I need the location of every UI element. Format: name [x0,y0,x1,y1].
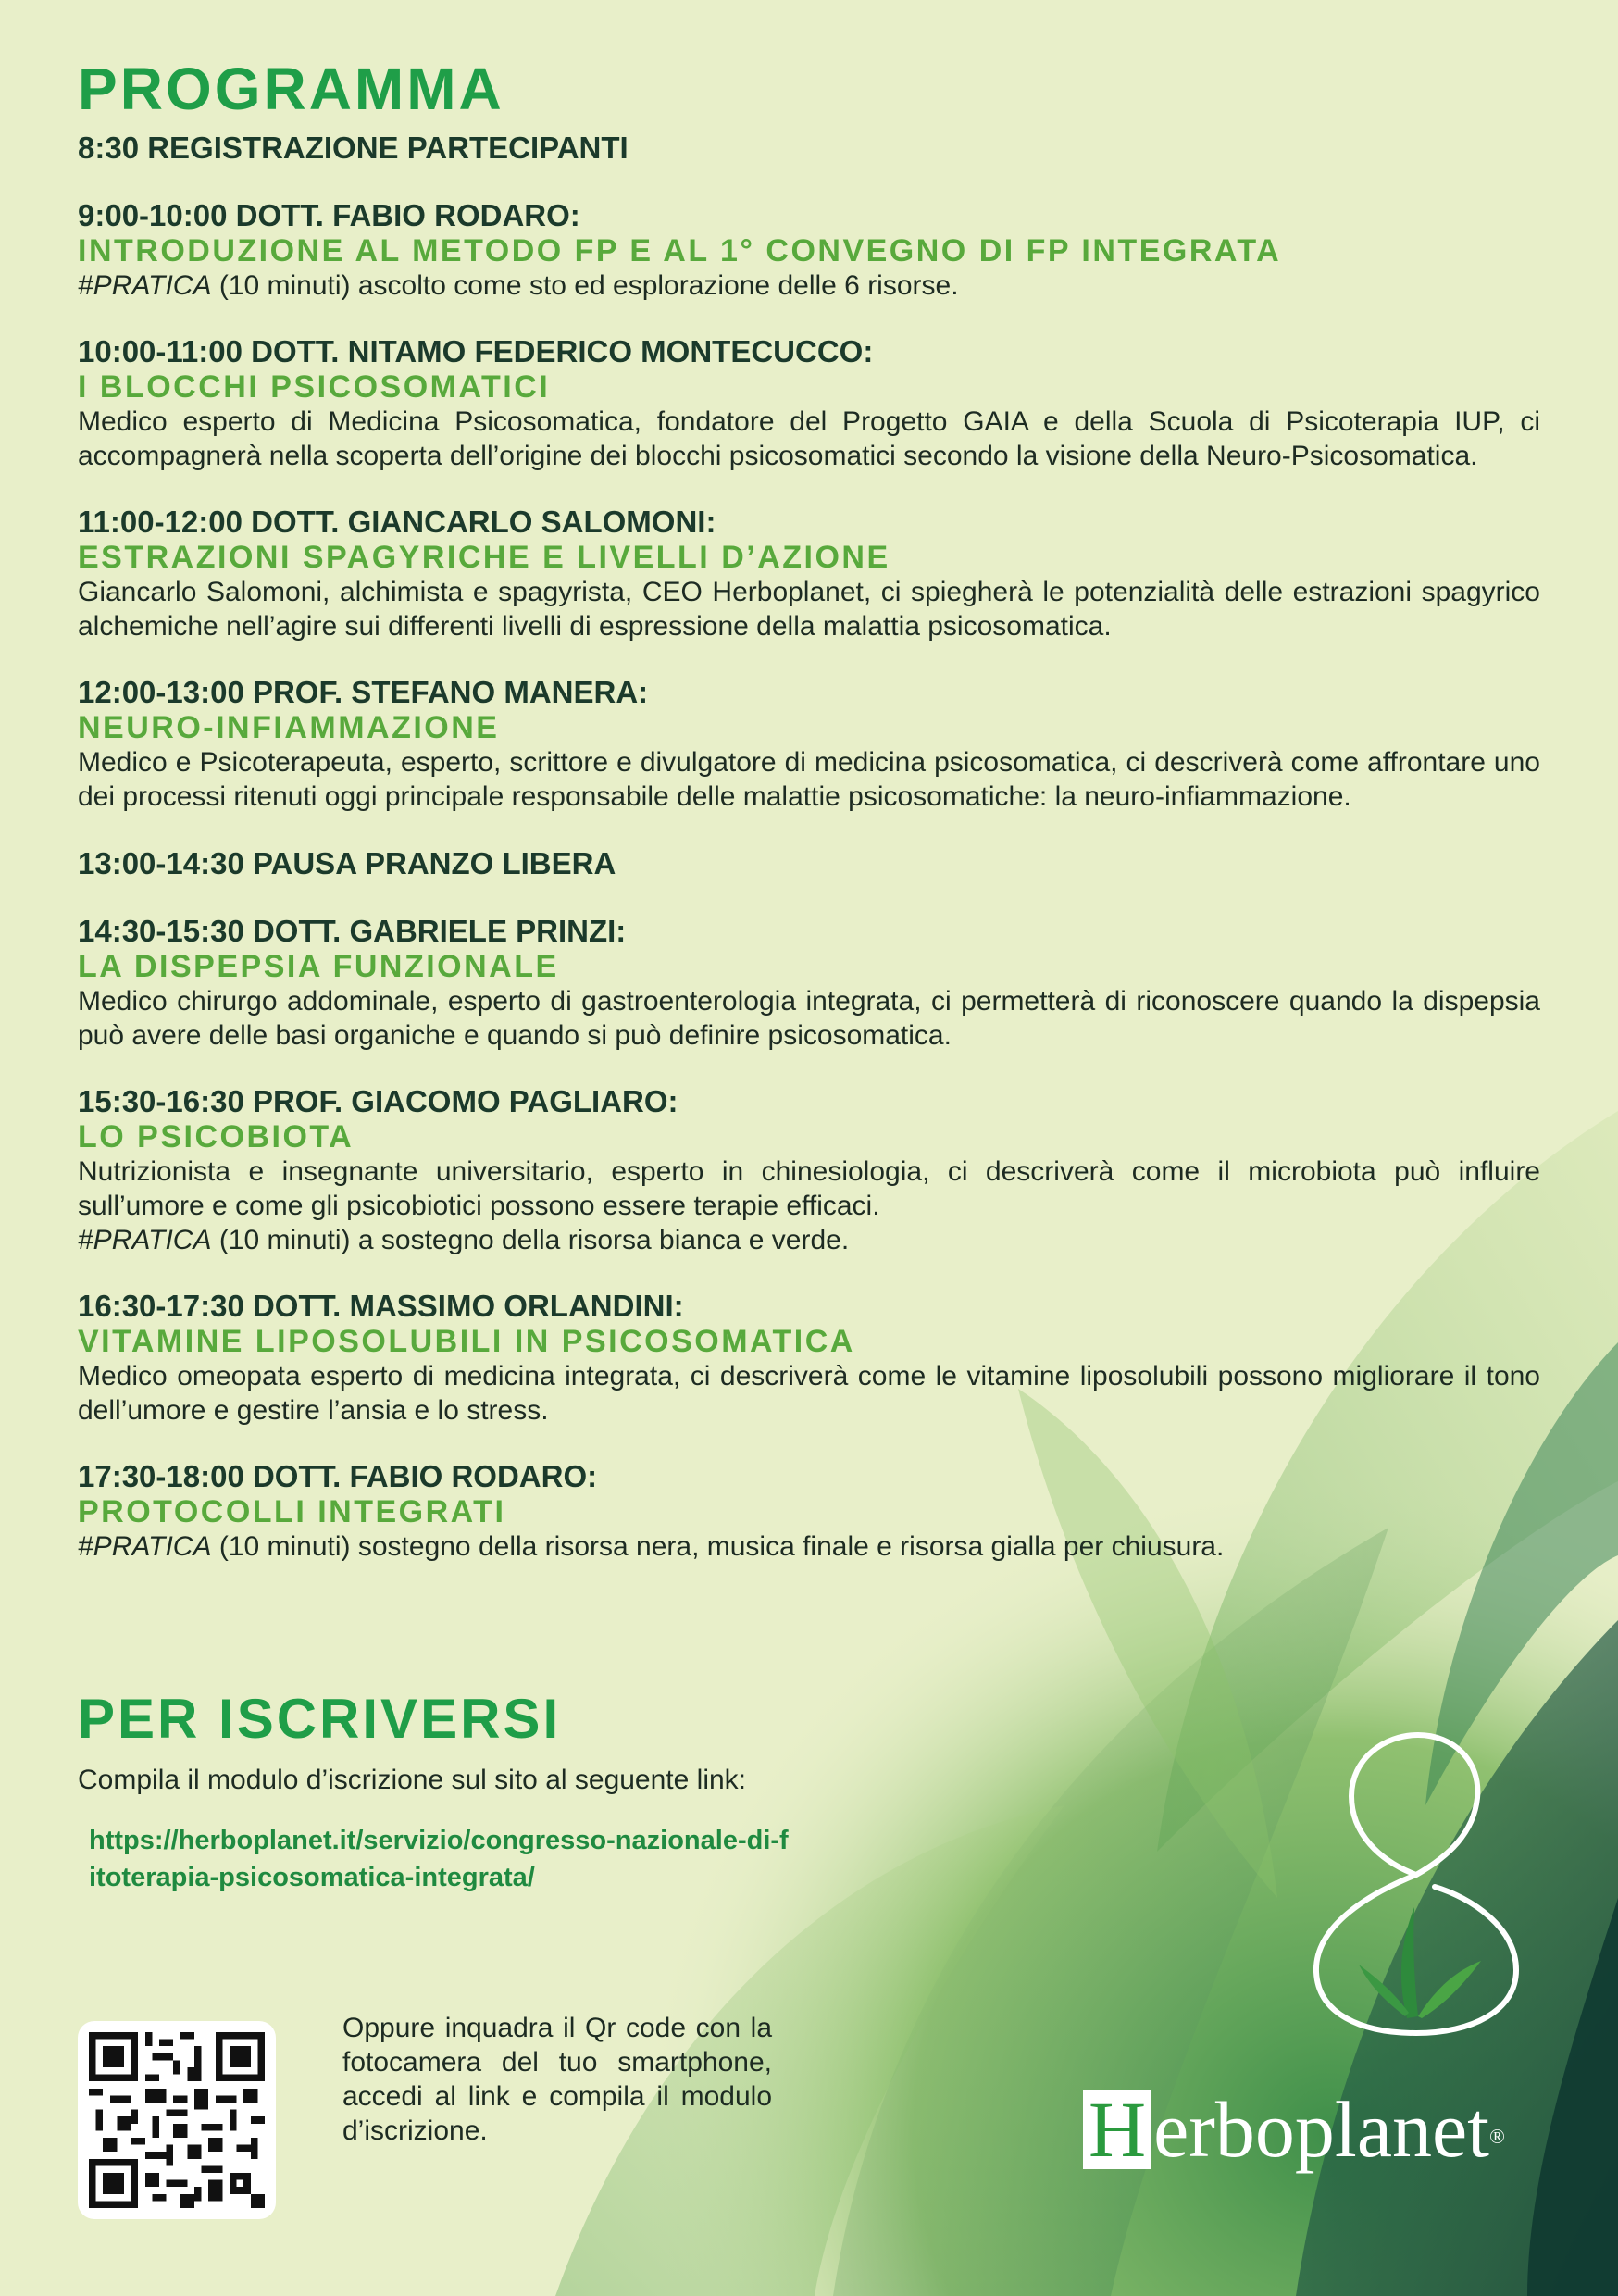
session-topic: I BLOCCHI PSICOSOMATICI [78,369,551,405]
registration-link[interactable]: https://herboplanet.it/servizio/congresso-nazionale-di-fitoterapia-psicosomatica-integrata/ [89,1826,789,1892]
session-4 [78,675,1540,814]
qr-code-icon [89,2032,265,2208]
lunch-break: 13:00-14:30 PAUSA PRANZO LIBERA [78,846,616,880]
session-3 [78,505,1540,643]
session-time-speaker: 15:30-16:30 PROF. GIACOMO PAGLIARO: [78,1084,678,1118]
session-time-speaker: 12:00-13:00 PROF. STEFANO MANERA: [78,675,649,709]
iscrizione-title: PER ISCRIVERSI [78,1688,562,1750]
session-topic: VITAMINE LIPOSOLUBILI IN PSICOSOMATICA [78,1324,855,1359]
session-topic: PROTOCOLLI INTEGRATI [78,1494,506,1529]
session-time-speaker: 10:00-11:00 DOTT. NITAMO FEDERICO MONTECUCCO: [78,334,874,368]
iscrizione-intro: Compila il modulo d’iscrizione sul sito al seguente link: [78,1765,747,1795]
session-time-speaker: 9:00-10:00 DOTT. FABIO RODARO: [78,198,580,232]
programma-section [78,56,1540,1564]
session-8 [78,1459,1540,1564]
session-description: #PRATICA (10 minuti) ascolto come sto ed esplorazione delle 6 risorse. [78,270,959,301]
session-6 [78,1084,1540,1257]
session-time-speaker: 17:30-18:00 DOTT. FABIO RODARO: [78,1459,598,1493]
session-description: Medico omeopata esperto di medicina integrata, ci descriverà come le vitamine liposolubili possono migliorare il tono dell’umore e gestire l’ansia e lo stress. [78,1361,1540,1426]
session-description: Medico esperto di Medicina Psicosomatica, fondatore del Progetto GAIA e della Scuola di Psicoterapia IUP, ci accompagnerà nella scoperta dell’origine dei blocchi psicosomatici secondo la visione della Neuro-Psicosomatica. [78,406,1540,471]
session-time-speaker: 16:30-17:30 DOTT. MASSIMO ORLANDINI: [78,1289,684,1323]
session-description: #PRATICA (10 minuti) sostegno della risorsa nera, musica finale e risorsa gialla per chiusura. [78,1531,1225,1562]
registered-mark: ® [1489,2125,1505,2148]
session-topic: NEURO-INFIAMMAZIONE [78,710,500,745]
pratica-label: #PRATICA [78,270,212,301]
session-description: Medico chirurgo addominale, esperto di gastroenterologia integrata, ci permetterà di riconoscere quando la dispepsia può avere delle basi organiche e quando si può definire psicosomatica. [78,986,1540,1051]
session-5 [78,914,1540,1053]
logo-first-letter: H [1083,2090,1151,2169]
session-time-speaker: 14:30-15:30 DOTT. GABRIELE PRINZI: [78,914,627,948]
logo-text: erboplanet [1153,2085,1490,2174]
session-2 [78,334,1540,473]
iscrizione-section [78,1687,789,1896]
session-topic: INTRODUZIONE AL METODO FP E AL 1° CONVEGNO DI FP INTEGRATA [78,233,1282,268]
session-time-speaker: 11:00-12:00 DOTT. GIANCARLO SALOMONI: [78,505,716,539]
qr-code[interactable] [78,2021,276,2219]
herboplanet-logo [1083,2083,1505,2176]
herboplanet-symbol-icon [1296,1722,1537,2037]
registration-line: 8:30 REGISTRAZIONE PARTECIPANTI [78,131,629,165]
session-7 [78,1289,1540,1428]
session-1 [78,198,1540,303]
session-pratica: #PRATICA (10 minuti) a sostegno della risorsa bianca e verde. [78,1225,850,1255]
session-description: Medico e Psicoterapeuta, esperto, scrittore e divulgatore di medicina psicosomatica, ci descriverà come affrontare uno dei processi ritenuti oggi principale responsabile delle malattie psicosomatiche: la neuro-infiammazione. [78,747,1540,812]
session-topic: LA DISPEPSIA FUNZIONALE [78,949,559,984]
session-topic: ESTRAZIONI SPAGYRICHE E LIVELLI D’AZIONE [78,540,890,575]
session-description: Nutrizionista e insegnante universitario, esperto in chinesiologia, ci descriverà come il microbiota può influire sull’umore e come gli psicobiotici possono essere terapie efficaci. [78,1156,1540,1221]
session-description: Giancarlo Salomoni, alchimista e spagyrista, CEO Herboplanet, ci spiegherà le potenzialità delle estrazioni spagyrico alchemiche nell’agire sui differenti livelli di espressione della malattia psicosomatica. [78,577,1540,642]
programma-title: PROGRAMMA [78,56,504,122]
pratica-label: #PRATICA [78,1531,212,1562]
session-topic: LO PSICOBIOTA [78,1119,355,1154]
pratica-label: #PRATICA [78,1225,212,1255]
qr-instructions: Oppure inquadra il Qr code con la fotocamera del tuo smartphone, accedi al link e compila il modulo d’iscrizione. [342,2013,772,2146]
